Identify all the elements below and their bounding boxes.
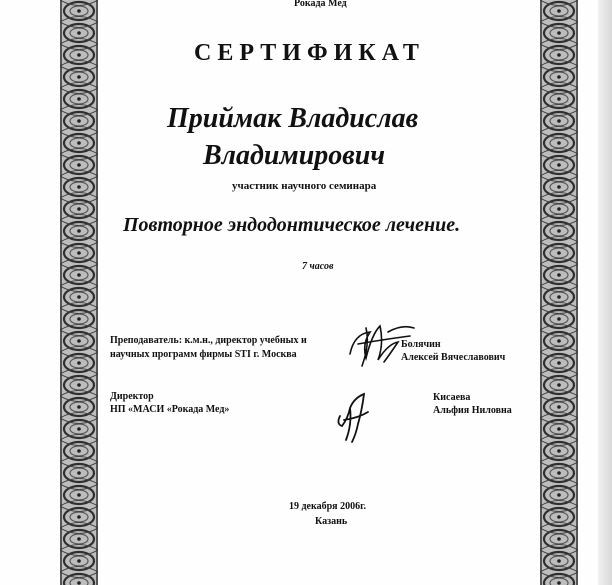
course-duration: 7 часов	[302, 261, 334, 272]
instructor-position-line1: Преподаватель: к.м.н., директор учебных и	[110, 335, 307, 346]
director-signature	[334, 390, 380, 446]
certificate-title: СЕРТИФИКАТ	[194, 40, 425, 66]
issue-date: 19 декабря 2006г.	[289, 501, 366, 512]
director-surname: Кисаева	[433, 392, 471, 403]
right-ornamental-border	[540, 0, 578, 585]
organization-header: Рокада Мед	[294, 0, 347, 9]
instructor-given-names: Алексей Вячеславович	[401, 352, 506, 363]
director-position-line1: Директор	[110, 391, 154, 402]
instructor-surname: Болячин	[401, 339, 441, 350]
recipient-name-line1: Приймак Владислав	[167, 103, 419, 134]
instructor-position-line2: научных программ фирмы STI г. Москва	[110, 349, 297, 360]
participant-role: участник научного семинара	[232, 180, 377, 192]
course-title: Повторное эндодонтическое лечение.	[123, 214, 461, 236]
issue-city: Казань	[315, 516, 348, 527]
recipient-name-line2: Владимирович	[203, 140, 386, 171]
director-position-line2: НП «МАСИ «Рокада Мед»	[110, 404, 230, 415]
director-given-names: Альфия Ниловна	[433, 405, 512, 416]
scan-edge-shadow	[598, 0, 612, 585]
left-ornamental-border	[60, 0, 98, 585]
